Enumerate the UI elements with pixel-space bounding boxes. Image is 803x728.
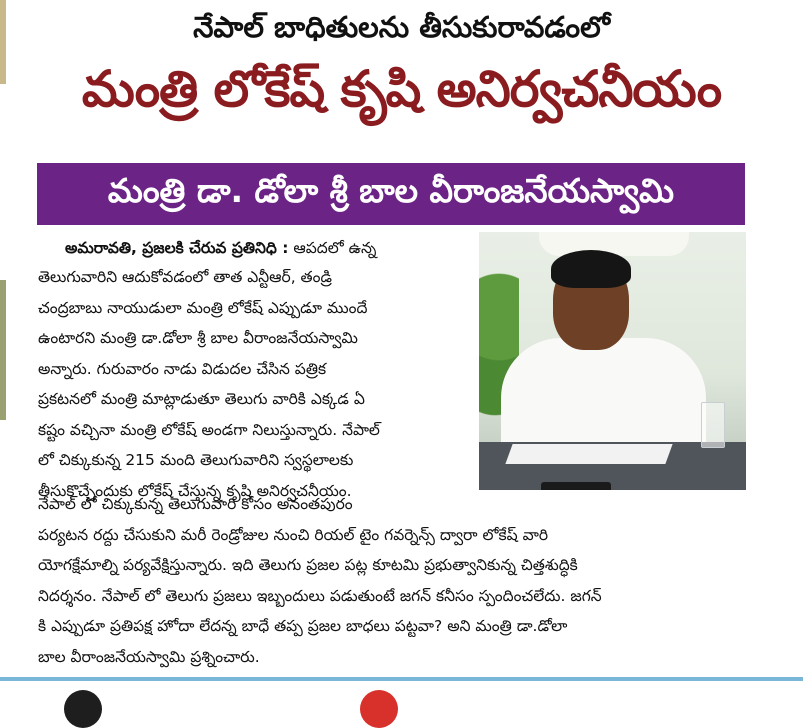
- article-line: అన్నారు. గురువారం నాడు విడుదల చేసిన పత్రిక: [38, 359, 327, 378]
- article-line: తీసుకొచ్చేందుకు లోకేష్ చేస్తున్న కృషి అనిర్వచనీయం.: [38, 481, 352, 500]
- article-line: ప్రకటనలో మంత్రి మాట్లాడుతూ తెలుగు వారికి ఎక్కడ ఏ: [38, 390, 365, 408]
- article-line: కి ఎప్పుడూ ప్రతిపక్ష హోదా లేదన్న బాధే తప్ప ప్రజల బాధలు పట్టవా? అని మంత్రి డా.డోలా: [38, 617, 568, 635]
- water-glass: [701, 402, 725, 448]
- subhead-text: మంత్రి డా. డోలా శ్రీ బాల వీరాంజనేయస్వామి: [107, 170, 675, 210]
- article-line: యోగక్షేమాల్ని పర్యవేక్షిస్తున్నారు. ఇది తెలుగు ప్రజల పట్ల కూటమి ప్రభుత్వానికున్న చిత్తశుద్ధికి: [38, 556, 578, 574]
- next-section-strip: [0, 681, 803, 700]
- article-line: ఉంటారని మంత్రి డా.డోలా శ్రీ బాల వీరాంజనేయస్వామి: [38, 329, 358, 347]
- next-section-red-icon: [360, 690, 398, 728]
- article-line: నేపాల్ లో చిక్కుకున్న తెలుగువారి కోసం అనంతపురం: [38, 495, 353, 513]
- headline-kicker: నేపాల్ బాధితులను తీసుకురావడంలో: [193, 10, 610, 44]
- article-first-line: [65, 233, 475, 263]
- person-hair: [551, 250, 631, 288]
- article-line: పర్యటన రద్దు చేసుకుని మరీ రెండ్రోజుల నుంచి రియల్ టైం గవర్నెన్స్ ద్వారా లోకేష్ వారి: [38, 525, 549, 544]
- backdrop-banner: [539, 232, 689, 256]
- article-line: లో చిక్కుకున్న 215 మంది తెలుగువారిని స్వస్థలాలకు: [38, 451, 354, 469]
- article-wide-text: [38, 489, 746, 672]
- subhead-banner: [37, 163, 745, 225]
- article-column-text: [38, 262, 475, 506]
- papers-on-desk: [505, 444, 672, 464]
- headline-main: మంత్రి లోకేష్ కృషి అనిర్వచనీయం: [81, 60, 722, 118]
- article-line: నిదర్శనం. నేపాల్ లో తెలుగు ప్రజలు ఇబ్బందులు పడుతుంటే జగన్ కనీసం స్పందించలేదు. జగన్: [38, 586, 602, 605]
- dateline: అమరావతి, ప్రజలకి చేరువ ప్రతినిధి :: [65, 239, 289, 257]
- article-line: చంద్రబాబు నాయుడులా మంత్రి లోకేష్ ఎప్పుడూ ముందే: [38, 298, 368, 317]
- next-section-dark-icon: [64, 690, 102, 728]
- article-line: బాల వీరాంజనేయస్వామి ప్రశ్నించారు.: [38, 647, 260, 666]
- article-line: కష్టం వచ్చినా మంత్రి లోకేష్ అండగా నిలుస్తున్నారు. నేపాల్: [38, 420, 380, 439]
- first-line-text: ఆపదలో ఉన్న: [293, 239, 377, 257]
- article-line: తెలుగువారిని ఆదుకోవడంలో తాత ఎన్టీఆర్, తండ్రి: [38, 268, 332, 286]
- minister-photo: [479, 232, 746, 490]
